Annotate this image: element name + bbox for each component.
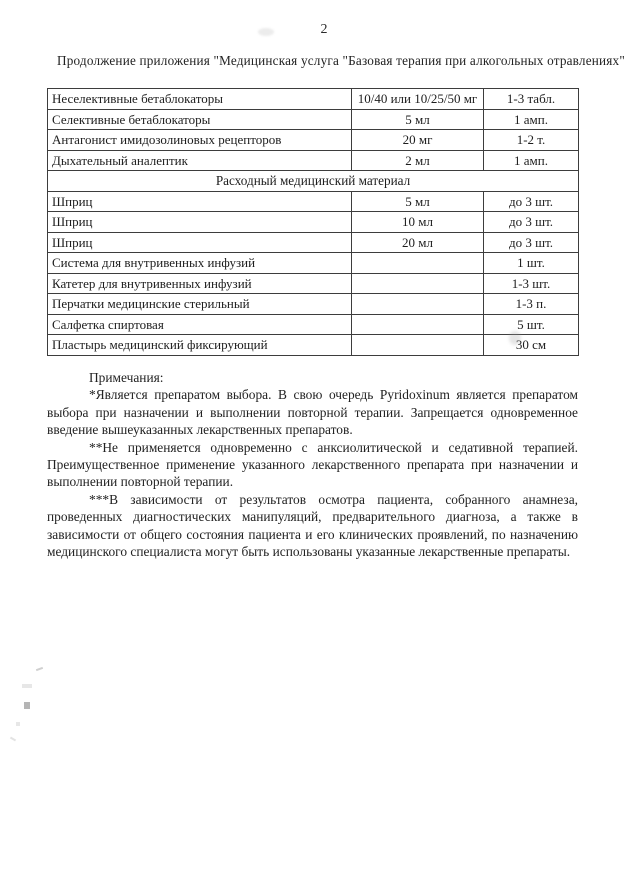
dose-cell — [352, 335, 484, 356]
dose-cell — [352, 294, 484, 315]
item-name-cell: Салфетка спиртовая — [48, 314, 352, 335]
note-paragraph: *Является препаратом выбора. В свою очередь Pyridoxinum является препаратом выбора при назначении и выполнении повторной терапии. Запрещается одновременное введение вышеуказанных лекарственных препаратов. — [47, 387, 578, 438]
table-section-header-row — [48, 171, 579, 192]
table-row — [48, 130, 579, 151]
table-row — [48, 89, 579, 110]
table-row — [48, 273, 579, 294]
quantity-cell: до 3 шт. — [484, 212, 579, 233]
section-header-cell: Расходный медицинский материал — [48, 171, 579, 192]
item-name-cell: Шприц — [48, 191, 352, 212]
dose-cell — [352, 253, 484, 274]
table-row — [48, 109, 579, 130]
quantity-cell: 1 амп. — [484, 109, 579, 130]
quantity-cell: 1-3 табл. — [484, 89, 579, 110]
dose-cell: 2 мл — [352, 150, 484, 171]
page-number: 2 — [320, 22, 328, 37]
dose-cell — [352, 273, 484, 294]
dose-cell — [352, 314, 484, 335]
item-name-cell: Перчатки медицинские стерильный — [48, 294, 352, 315]
table-row — [48, 150, 579, 171]
dose-cell: 10/40 или 10/25/50 мг — [352, 89, 484, 110]
item-name-cell: Пластырь медицинский фиксирующий — [48, 335, 352, 356]
item-name-cell: Катетер для внутривенных инфузий — [48, 273, 352, 294]
quantity-cell: до 3 шт. — [484, 232, 579, 253]
note-paragraph: **Не применяется одновременно с анксиолитической и седативной терапией. Преимущественное применение указанного лекарственного препарата при назначении и выполнении повторной терапии. — [47, 439, 578, 490]
table-row — [48, 232, 579, 253]
quantity-cell: 1 шт. — [484, 253, 579, 274]
item-name-cell: Дыхательный аналептик — [48, 150, 352, 171]
item-name-cell: Антагонист имидозолиновых рецепторов — [48, 130, 352, 151]
item-name-cell: Шприц — [48, 212, 352, 233]
table-row — [48, 253, 579, 274]
note-paragraph: ***В зависимости от результатов осмотра пациента, собранного анамнеза, проведенных диагностических манипуляций, предварительного диагноза, а также в зависимости от общего состояния пациента и его клинических проявлений, по назначению медицинского специалиста могут быть использованы указанные лекарственные препараты. — [47, 491, 578, 560]
dose-cell: 5 мл — [352, 191, 484, 212]
table-row — [48, 335, 579, 356]
item-name-cell: Шприц — [48, 232, 352, 253]
appendix-continuation-header: Продолжение приложения "Медицинская услуга "Базовая терапия при алкогольных отравлениях" — [57, 53, 625, 68]
quantity-cell: 1-3 п. — [484, 294, 579, 315]
quantity-cell: до 3 шт. — [484, 191, 579, 212]
item-name-cell: Неселективные бетаблокаторы — [48, 89, 352, 110]
item-name-cell: Селективные бетаблокаторы — [48, 109, 352, 130]
table-row — [48, 191, 579, 212]
dose-cell: 5 мл — [352, 109, 484, 130]
dose-cell: 10 мл — [352, 212, 484, 233]
table-row — [48, 314, 579, 335]
dose-cell: 20 мг — [352, 130, 484, 151]
quantity-cell: 1 амп. — [484, 150, 579, 171]
table-row — [48, 212, 579, 233]
notes-title: Примечания: — [89, 370, 164, 385]
medical-service-table — [47, 88, 579, 356]
quantity-cell: 5 шт. — [484, 314, 579, 335]
quantity-cell: 1-3 шт. — [484, 273, 579, 294]
dose-cell: 20 мл — [352, 232, 484, 253]
notes-section — [47, 369, 578, 560]
item-name-cell: Система для внутривенных инфузий — [48, 253, 352, 274]
table-row — [48, 294, 579, 315]
quantity-cell: 30 см — [484, 335, 579, 356]
scan-artifact — [6, 660, 46, 750]
quantity-cell: 1-2 т. — [484, 130, 579, 151]
